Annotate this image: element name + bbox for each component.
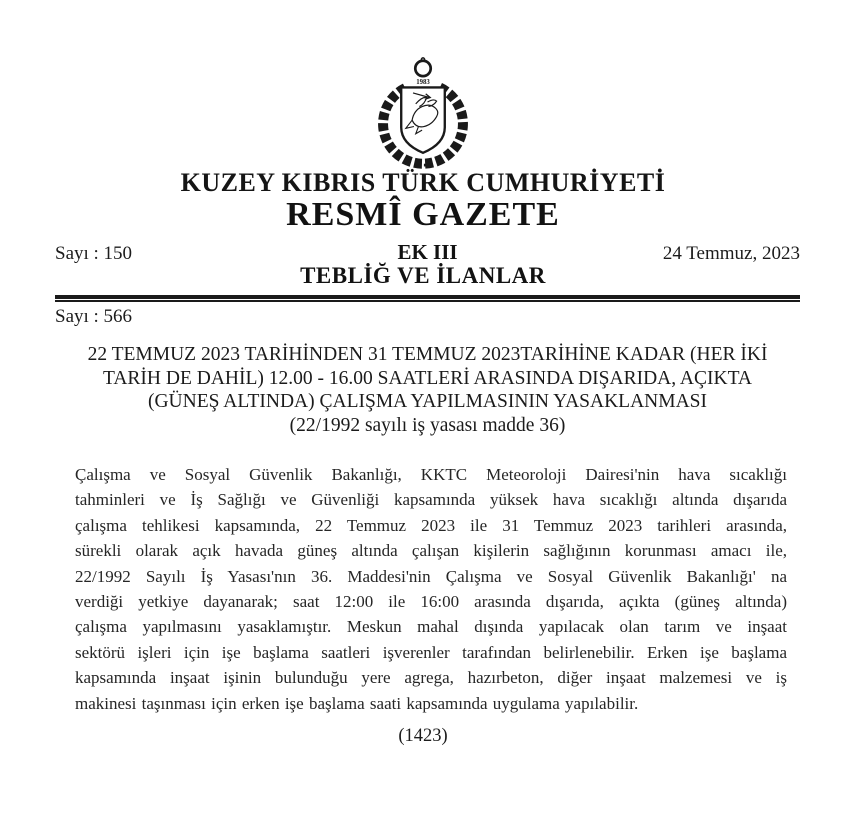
publication-date: 24 Temmuz, 2023 <box>662 243 800 264</box>
body-line: verdiği yetkiye dayanarak; saat 12:00 ile 16:00 arasında dışarıda, açıkta (güneş altında) <box>75 592 787 612</box>
emblem-container <box>0 54 846 170</box>
body-line: kapsamında inşaat işinin bulunduğu yere agrega, hazırbeton, diğer inşaat malzemesi ve iş <box>75 668 787 688</box>
notice-footer-ref: (1423) <box>398 726 448 746</box>
coat-of-arms-icon <box>364 54 482 170</box>
gazette-title: RESMÎ GAZETE <box>286 196 560 233</box>
heading-line: (GÜNEŞ ALTINDA) ÇALIŞMA YAPILMASININ YASAKLANMASI <box>147 391 708 412</box>
heading-line: (22/1992 sayılı iş yasası madde 36) <box>289 414 566 436</box>
country-title: KUZEY KIBRIS TÜRK CUMHURİYETİ <box>180 168 666 197</box>
heading-line: 22 TEMMUZ 2023 TARİHİNDEN 31 TEMMUZ 2023TARİHİNE KADAR (HER İKİ <box>87 344 768 365</box>
body-line: sürekli olarak açık havada güneş altında çalışan kişilerin sağlığının korunması amacı ile, <box>75 541 787 561</box>
rule-thick-line <box>55 295 800 299</box>
notice-number: Sayı : 566 <box>55 306 133 327</box>
double-rule <box>55 295 800 302</box>
body-line: çalışma tehlikesi kapsamında, 22 Temmuz 2023 ile 31 Temmuz 2023 tarihleri arasında, <box>75 515 787 535</box>
rule-thin-line <box>55 300 800 302</box>
body-line: Çalışma ve Sosyal Güvenlik Bakanlığı, KKTC Meteoroloji Dairesi'nin hava sıcaklığı <box>75 465 787 484</box>
body-line: çalışma yapılmasını yasaklamıştır. Meskun mahal dışında yapılacak olan tarım ve inşaat <box>75 617 787 637</box>
body-line: 22/1992 Sayılı İş Yasası'nın 36. Maddesi'nin Çalışma ve Sosyal Güvenlik Bakanlığı' na <box>75 566 787 586</box>
heading-line: TARİH DE DAHİL) 12.00 - 16.00 SAATLERİ ARASINDA DIŞARIDA, AÇIKTA <box>102 367 753 389</box>
body-line: tahminleri ve İş Sağlığı ve Güvenliği kapsamında yüksek hava sıcaklığı altında dışarıda <box>75 490 787 510</box>
supplement-label: EK III <box>397 240 458 264</box>
body-line: makinesi taşınması için erken işe başlama saati kapsamında uygulama yapılabilir. <box>75 693 639 713</box>
notice-body <box>75 462 787 716</box>
masthead-info-row <box>55 240 800 265</box>
emblem-year: 1983 <box>416 78 430 86</box>
notice-heading <box>55 343 800 437</box>
section-title: TEBLİĞ VE İLANLAR <box>300 263 546 288</box>
body-line: sektörü işleri için işe başlama saatleri işverenler tarafından belirlenebilir. Erken işe başlama <box>75 642 787 662</box>
issue-number: Sayı : 150 <box>55 243 133 264</box>
